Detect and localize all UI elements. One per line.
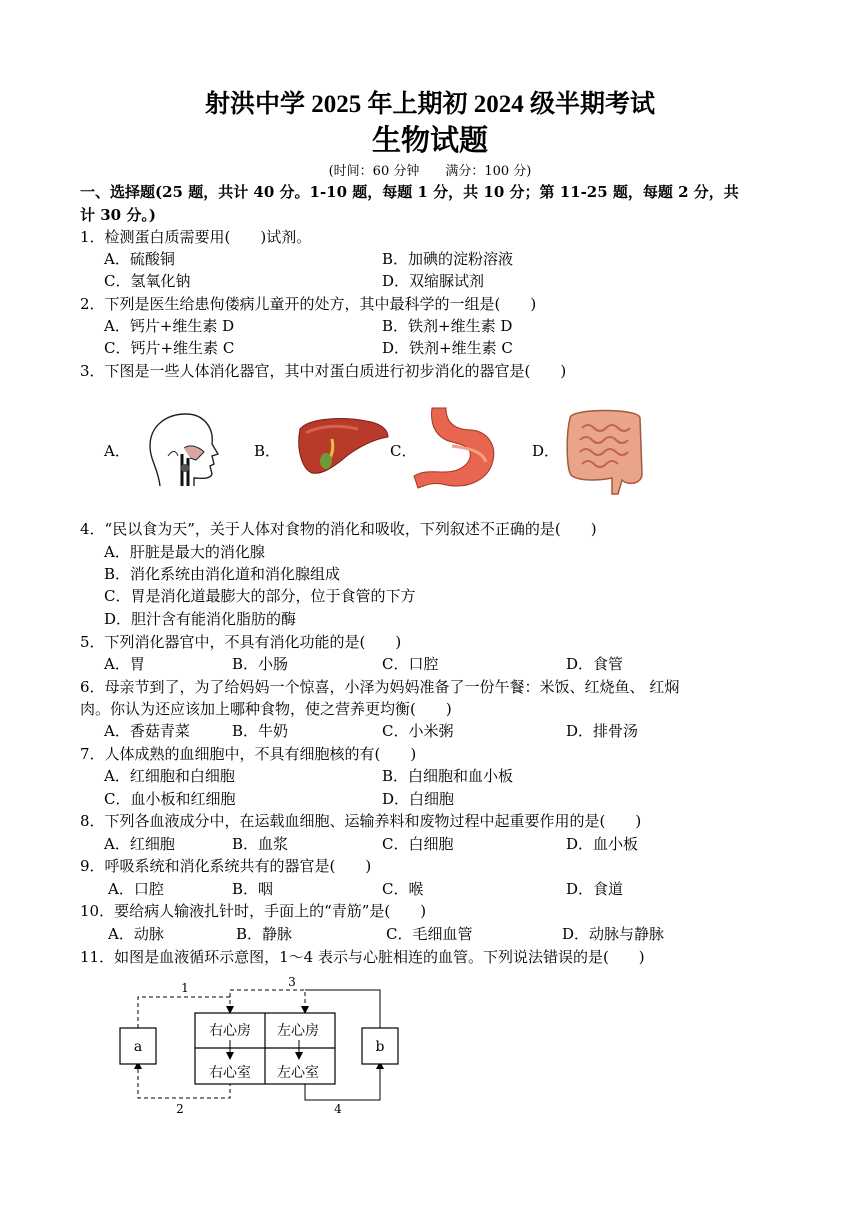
vessel-3-label: 3	[288, 975, 296, 989]
q10-option-b: B．静脉	[236, 925, 293, 943]
q4-stem: 4．“民以食为天”，关于人体对食物的消化和吸收，下列叙述不正确的是( )	[80, 520, 597, 538]
q8-option-a: A．红细胞	[104, 835, 175, 853]
q2-option-a: A．钙片+维生素 D	[104, 317, 235, 335]
head-mouth-image	[138, 408, 220, 488]
q4-option-a: A．肝脏是最大的消化腺	[104, 543, 265, 561]
left-atrium-label: 左心房	[277, 1023, 319, 1039]
q5-stem: 5．下列消化器官中，不具有消化功能的是( )	[80, 633, 402, 651]
q1-option-d: D．双缩脲试剂	[382, 272, 485, 290]
q4-option-d: D．胆汁含有能消化脂肪的酶	[104, 610, 297, 628]
q8-option-c: C．白细胞	[382, 835, 454, 853]
q9-option-a: A．口腔	[108, 880, 164, 898]
vessel-2-label: 2	[176, 1102, 184, 1116]
q4-option-b: B．消化系统由消化道和消化腺组成	[104, 565, 341, 583]
q3-option-c: C．	[390, 442, 417, 460]
q7-option-c: C．血小板和红细胞	[104, 790, 236, 808]
q10-option-c: C．毛细血管	[386, 925, 473, 943]
q9-option-b: B．咽	[232, 880, 274, 898]
q5-option-a: A．胃	[104, 655, 145, 673]
node-a-label: a	[133, 1039, 143, 1055]
q11-stem: 11．如图是血液循环示意图，1～4 表示与心脏相连的血管。下列说法错误的是( )	[80, 948, 645, 966]
q9-stem: 9．呼吸系统和消化系统共有的器官是( )	[80, 857, 372, 875]
q8-option-d: D．血小板	[566, 835, 639, 853]
q3-option-b: B．	[254, 442, 281, 460]
left-ventricle-label: 左心室	[277, 1065, 319, 1081]
right-atrium-label: 右心房	[209, 1023, 251, 1039]
q7-stem: 7．人体成熟的血细胞中，不具有细胞核的有( )	[80, 745, 417, 763]
q6-option-d: D．排骨汤	[566, 722, 639, 740]
section-heading-line1: 一、选择题(25 题，共计 40 分。1-10 题，每题 1 分，共 10 分；第 11-25 题，每题 2 分，共	[80, 183, 739, 201]
q6-option-c: C．小米粥	[382, 722, 454, 740]
q1-stem: 1．检测蛋白质需要用( )试剂。	[80, 228, 312, 246]
subject-title: 生物试题	[371, 123, 488, 157]
q7-option-d: D．白细胞	[382, 790, 455, 808]
q3-option-d: D．	[532, 442, 560, 460]
q1-option-c: C．氢氧化钠	[104, 272, 191, 290]
q2-option-d: D．铁剂+维生素 C	[382, 339, 513, 357]
q7-option-b: B．白细胞和血小板	[382, 767, 514, 785]
q3-option-a: A．	[104, 442, 130, 460]
q1-option-b: B．加碘的淀粉溶液	[382, 250, 514, 268]
right-ventricle-label: 右心室	[209, 1065, 251, 1081]
q9-option-c: C．喉	[382, 880, 424, 898]
q6-option-a: A．香菇青菜	[104, 722, 190, 740]
q6-option-b: B．牛奶	[232, 722, 289, 740]
q2-option-c: C．钙片+维生素 C	[104, 339, 235, 357]
q6-stem-line2: 肉。你认为还应该加上哪种食物，使之营养更均衡( )	[80, 700, 452, 718]
q9-option-d: D．食道	[566, 880, 624, 898]
q2-option-b: B．铁剂+维生素 D	[382, 317, 513, 335]
vessel-1-label: 1	[181, 981, 189, 995]
node-b-label: b	[375, 1039, 385, 1055]
q5-option-c: C．口腔	[382, 655, 439, 673]
q5-option-d: D．食管	[566, 655, 624, 673]
intestine-image	[562, 404, 648, 496]
q10-option-d: D．动脉与静脉	[562, 925, 665, 943]
vessel-4-label: 4	[334, 1102, 342, 1116]
q7-option-a: A．红细胞和白细胞	[104, 767, 235, 785]
q6-stem-line1: 6．母亲节到了，为了给妈妈一个惊喜，小泽为妈妈准备了一份午餐：米饭、红烧鱼、 红焖	[80, 678, 680, 696]
q8-stem: 8．下列各血液成分中，在运载血细胞、运输养料和废物过程中起重要作用的是( )	[80, 812, 642, 830]
q5-option-b: B．小肠	[232, 655, 289, 673]
stomach-image	[412, 406, 498, 490]
q2-stem: 2．下列是医生给患佝偻病儿童开的处方，其中最科学的一组是( )	[80, 295, 537, 313]
exam-meta: (时间：60 分钟 满分：100 分)	[328, 164, 532, 179]
q3-stem: 3．下图是一些人体消化器官，其中对蛋白质进行初步消化的器官是( )	[80, 362, 567, 380]
exam-title: 射洪中学 2025 年上期初 2024 级半期考试	[204, 91, 655, 118]
blood-circulation-diagram	[100, 970, 420, 1120]
liver-image	[296, 415, 390, 477]
q10-stem: 10．要给病人输液扎针时，手面上的“青筋”是( )	[80, 902, 427, 920]
q4-option-c: C．胃是消化道最膨大的部分，位于食管的下方	[104, 587, 416, 605]
q8-option-b: B．血浆	[232, 835, 289, 853]
section-heading-line2: 计 30 分。)	[80, 206, 156, 224]
q10-option-a: A．动脉	[108, 925, 164, 943]
q1-option-a: A．硫酸铜	[104, 250, 175, 268]
